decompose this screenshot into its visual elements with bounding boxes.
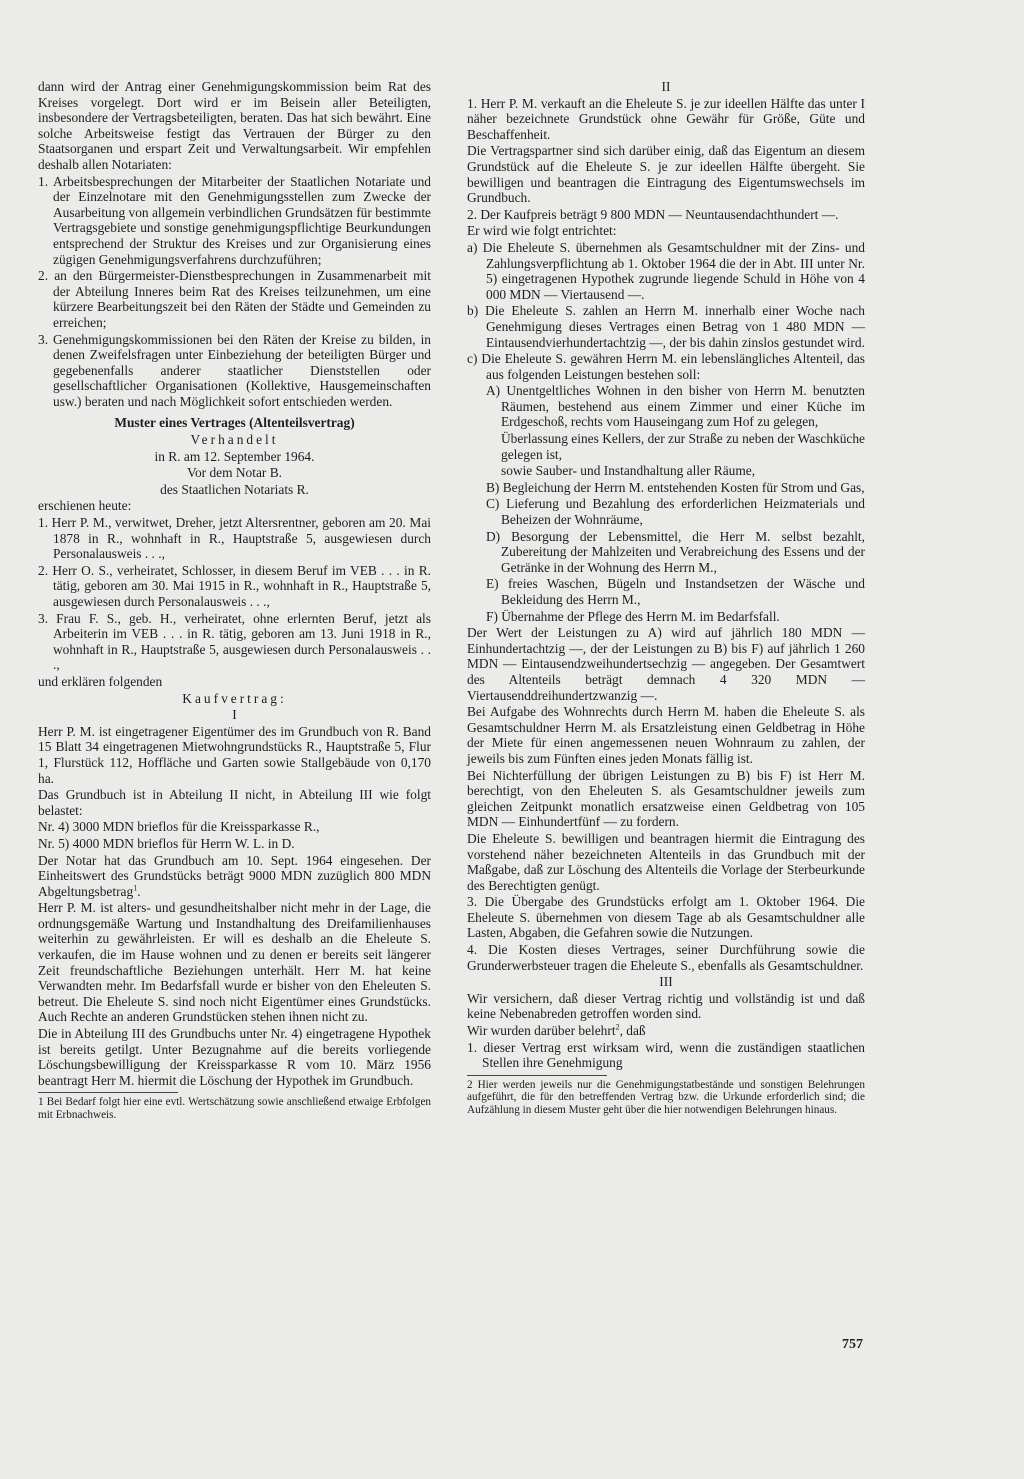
service-E: E) freies Waschen, Bügeln und Instandsetzen der Wäsche und Bekleidung des Herrn M.,: [486, 576, 865, 607]
paragraph-versicherung: Wir versichern, daß dieser Vertrag richtig und vollständig ist und daß keine Nebenabreden getroffen worden sind.: [467, 990, 865, 1022]
payment-b: b) Die Eheleute S. zahlen an Herrn M. innerhalb einer Woche nach Genehmigung dieses Vertrages einen Betrag von 1 480 MDN — Eintausendvierhundertachtzig —, der bis dahin zinslos gestundet wird.: [467, 303, 865, 350]
paragraph-grundbuch: Das Grundbuch ist in Abteilung II nicht, in Abteilung III wie folgt belastet:: [38, 787, 431, 818]
muster-title: Muster eines Vertrages (Altenteilsvertrag): [114, 415, 355, 431]
paragraph-uebergabe: 3. Die Übergabe des Grundstücks erfolgt am 1. Oktober 1964. Die Eheleute S. übernehmen von diesem Tage ab als Gesamtschuldner alle Lasten, Abgaben, die Gefahren sowie die Nutzungen.: [467, 894, 865, 941]
party-2: 2. Herr O. S., verheiratet, Schlosser, in diesem Beruf im VEB . . . in R. tätig, geboren am 30. Mai 1915 in R., wohnhaft in R., Hauptstraße 5, ausgewiesen durch Personalausweis . . .,: [38, 562, 431, 609]
recommendation-2: 2. an den Bürgermeister-Dienstbesprechungen in Zusammenarbeit mit der Abteilung Inneres beim Rat des Kreises teilzunehmen, um eine kürzere Bearbeitungszeit bei den Räten der Städte und Gemeinden zu erreichen;: [38, 268, 431, 330]
paragraph-payment-intro: Er wird wie folgt entrichtet:: [467, 223, 617, 239]
intro-paragraph: dann wird der Antrag einer Genehmigungskommission beim Rat des Kreises vorgelegt. Dort wird er im Beisein aller Beteiligten, insbesondere der Vertragsbeteiligten, beraten. Das hat sich bewährt. Eine solche Arbeitsweise festigt das Vertrauen der Bürger zu den Staatsorganen und erspart Zeit und Verwaltungsarbeit. Wir empfehlen deshalb allen Notariaten:: [38, 79, 431, 172]
service-C: C) Lieferung und Bezahlung des erforderlichen Heizmaterials und Beheizen der Wohnräume,: [486, 496, 865, 528]
belehrung-text: Wir wurden darüber belehrt: [467, 1023, 616, 1039]
place-date: in R. am 12. September 1964.: [154, 448, 315, 464]
footnote-ref-2: 2: [615, 1022, 620, 1032]
erschienen-line: erschienen heute:: [38, 498, 132, 514]
left-column: [38, 79, 431, 1122]
service-D: D) Besorgung der Lebensmittel, die Herr M. selbst bezahlt, Zubereitung der Mahlzeiten und Verabreichung des Essens und der Getränke in der Wohnung des Herrn M.,: [486, 528, 865, 575]
service-F: F) Übernahme der Pflege des Herrn M. im Bedarfsfall.: [486, 608, 780, 624]
belehrung-item-1: 1. dieser Vertrag erst wirksam wird, wenn die zuständigen staatlichen Stellen ihre Genehmigung: [467, 1039, 865, 1071]
section-III-heading: III: [659, 974, 673, 990]
page-number: 757: [842, 1337, 863, 1352]
einheitswert-text: Der Notar hat das Grundbuch am 10. Sept. 1964 eingesehen. Der Einheitswert des Grundstücks beträgt 9000 MDN zuzüglich 800 MDN Abgeltungsbetrag: [38, 852, 431, 899]
payment-c: c) Die Eheleute S. gewähren Herrn M. ein lebenslängliches Altenteil, das aus folgenden Leistungen bestehen soll:: [467, 351, 865, 382]
kaufvertrag-heading: Kaufvertrag:: [182, 690, 287, 706]
paragraph-price: 2. Der Kaufpreis beträgt 9 800 MDN — Neuntausendachthundert —.: [467, 206, 839, 222]
footnote-2: 2 Hier werden jeweils nur die Genehmigungstatbestände und sonstigen Belehrungen aufgeführt, die für den betreffenden Vertrag bzw. die Urkunde erforderlich sind; die Aufzählung in diesem Muster geht über die hier notwendigen Belehrungen hinaus.: [467, 1078, 865, 1116]
paragraph-hypothek: Die in Abteilung III des Grundbuchs unter Nr. 4) eingetragene Hypothek ist bereits getilgt. Unter Bezugnahme auf die bereits vorliegende Löschungsbewilligung der Kreissparkasse R vom 10. März 1956 beantragt Herr M. hiermit die Löschung der Hypothek im Grundbuch.: [38, 1026, 431, 1088]
paragraph-eintragung: Die Eheleute S. bewilligen und beantragen hiermit die Eintragung des vorstehend näher bezeichneten Altenteils in das Grundbuch mit der Maßgabe, daß zur Löschung des Altenteils die Vorlage der Sterbeurkunde des Berechtigten genügt.: [467, 830, 865, 893]
service-A-cleaning: sowie Sauber- und Instandhaltung aller Räume,: [501, 463, 756, 479]
verhandelt-heading: Verhandelt: [190, 432, 279, 448]
notary-line: Vor dem Notar B.: [187, 465, 282, 481]
section-I-heading: I: [232, 707, 237, 723]
footnote-ref-1: 1: [133, 883, 138, 893]
paragraph-value: Der Wert der Leistungen zu A) wird auf jährlich 180 MDN — Einhundertachtzig —, der der Leistungen zu B) bis F) auf jährlich 1 260 MDN — Eintausendzweihundertsechzig — angegeben. Der Gesamtwert des Altenteils beträgt demnach 4 320 MDN — Viertausenddreihundertzwanzig —.: [467, 625, 865, 703]
paragraph-owner: Herr P. M. ist eingetragener Eigentümer des im Grundbuch von R. Band 15 Blatt 34 eingetragenen Mietwohngrundstücks R., Hauptstraße 5, Flur 1, Flurstück 112, Hoffläche und Garten sowie Stallgebäude von 0,170 ha.: [38, 723, 431, 786]
paragraph-reason: Herr P. M. ist alters- und gesundheitshalber nicht mehr in der Lage, die ordnungsgemäße Wartung und Instandhaltung des Dreifamilienhauses weiterhin zu gewährleisten. Er will es deshalb an die Eheleute S. verkaufen, die im Hause wohnen und zu denen er bereits seit längerer Zeit freundschaftliche Beziehungen unterhält. Herr M. hat keine Verwandten mehr. Im Bedarfsfall wurde er bisher von den Eheleuten S. betreut. Die Eheleute S. sind noch nicht Eigentümer eines Grundstücks. Auch Rechte an anderen Grundstücken stehen ihnen nicht zu.: [38, 900, 431, 1025]
encumbrance-nr5: Nr. 5) 4000 MDN brieflos für Herrn W. L. in D.: [38, 835, 295, 851]
right-column: [467, 79, 865, 1117]
encumbrance-nr4: Nr. 4) 3000 MDN brieflos für die Kreissparkasse R.,: [38, 819, 320, 835]
party-1: 1. Herr P. M., verwitwet, Dreher, jetzt Altersrentner, geboren am 20. Mai 1878 in R., wohnhaft in R., Hauptstraße 5, ausgewiesen durch Personalausweis . . .,: [38, 515, 431, 562]
paragraph-nichterfuellung: Bei Nichterfüllung der übrigen Leistungen zu B) bis F) ist Herr M. berechtigt, von den Eheleuten S. als Gesamtschuldner jeweils zum gleichen Zeitpunkt monatlich ersatzweise einen Geldbetrag von 105 MDN — Einhundertfünf — zu fordern.: [467, 767, 865, 830]
service-B: B) Begleichung der Herrn M. entstehenden Kosten für Strom und Gas,: [486, 479, 865, 495]
footnote-divider: [38, 1092, 178, 1093]
paragraph-kosten: 4. Die Kosten dieses Vertrages, seiner Durchführung sowie die Grunderwerbsteuer tragen die Eheleute S., ebenfalls als Gesamtschuldner.: [467, 942, 865, 973]
payment-a: a) Die Eheleute S. übernehmen als Gesamtschuldner mit der Zins- und Zahlungsverpflichtung ab 1. Oktober 1964 die der in Abt. III unter Nr. 5) eingetragenen Hypothek zugrunde liegende Schuld in Höhe von 4 000 MDN — Viertausend —.: [467, 239, 865, 302]
einheitswert-end: .: [137, 883, 141, 899]
recommendation-1: 1. Arbeitsbesprechungen der Mitarbeiter der Staatlichen Notariate und der Einzelnotare mit den Genehmigungsstellen zum Zwecke der Ausarbeitung von allgemein verbindlichen Grundsätzen für bestimmte Vertragsgebiete und sonstige genehmigungspflichtige Beurkundungen entsprechend der Struktur des Kreises und zur Organisierung eines zügigen Genehmigungsverfahrens durchzuführen;: [38, 173, 431, 267]
section-II-heading: II: [661, 79, 671, 94]
party-3: 3. Frau F. S., geb. H., verheiratet, ohne erlernten Beruf, jetzt als Arbeiterin im VEB . . . in R. tätig, geboren am 13. Juni 1918 in R., wohnhaft in R., Hauptstraße 5, ausgewiesen durch Personalausweis . . .,: [38, 610, 431, 673]
paragraph-belehrung: [467, 1023, 865, 1039]
paragraph-agreement: Die Vertragspartner sind sich darüber einig, daß das Eigentum an diesem Grundstück auf die Eheleute S. je zur ideellen Hälfte übergeht. Sie bewilligen und beantragen die Eintragung des Eigentumswechsels im Grundbuch.: [467, 143, 865, 206]
service-A-cellar: Überlassung eines Kellers, der zur Straße zu neben der Waschküche gelegen ist,: [501, 431, 865, 462]
notariat-line: des Staatlichen Notariats R.: [160, 481, 309, 497]
recommendation-3: 3. Genehmigungskommissionen bei den Räten der Kreise zu bilden, in denen Zweifelsfragen unter Einbeziehung der beteiligten Bürger und gegebenenfalls anderer staatlicher Dienststellen oder gesellschaftlicher Organisationen (Kollektive, Hausgemeinschaften usw.) beraten und nach Möglichkeit sofort entschieden werden.: [38, 331, 431, 409]
service-A: A) Unentgeltliches Wohnen in den bisher von Herrn M. benutzten Räumen, bestehend aus einem Zimmer und einer Küche im Erdgeschoß, rechts vom Hauseingang zum Hof zu gelegen,: [486, 383, 865, 430]
footnote-divider-right: [467, 1075, 607, 1076]
erklaeren-line: und erklären folgenden: [38, 673, 163, 689]
paragraph-sale: 1. Herr P. M. verkauft an die Eheleute S. je zur ideellen Hälfte das unter I näher bezeichnete Grundstück ohne Gewähr für Größe, Güte und Beschaffenheit.: [467, 95, 865, 142]
footnote-1: 1 Bei Bedarf folgt hier eine evtl. Wertschätzung sowie anschließend etwaige Erbfolgen mit Erbnachweis.: [38, 1096, 431, 1121]
paragraph-wohnrecht: Bei Aufgabe des Wohnrechts durch Herrn M. haben die Eheleute S. als Gesamtschuldner Herrn M. als Ersatzleistung einen Geldbetrag in Höhe der Miete für einen angemessenen neuen Wohnraum zu zahlen, der jeweils bis zum Fünften eines jeden Monats fällig ist.: [467, 704, 865, 766]
belehrung-end: , daß: [619, 1023, 646, 1039]
paragraph-einheitswert: [38, 853, 431, 900]
